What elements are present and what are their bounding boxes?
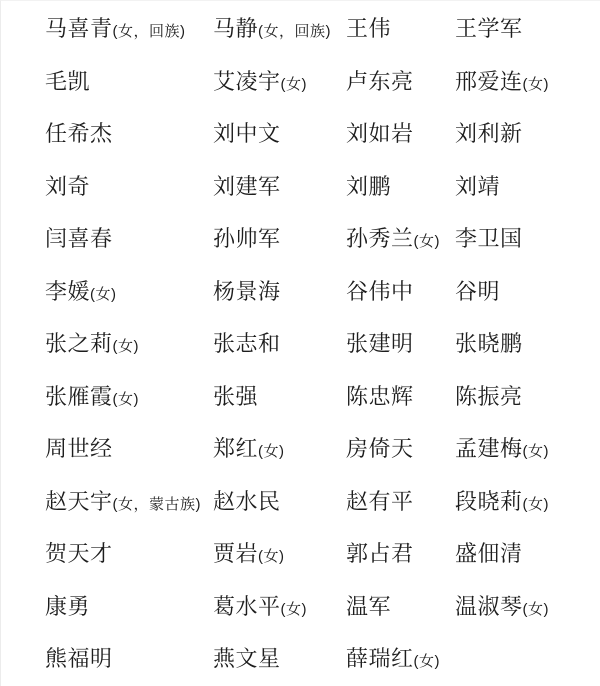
person-note: (女): [112, 338, 140, 356]
person-name: 卢东亮: [346, 68, 414, 94]
person-name: 张志和: [213, 331, 281, 357]
person-name: 刘中文: [213, 121, 281, 147]
person-entry: [346, 123, 455, 145]
person-name: 张建明: [346, 331, 414, 357]
person-name: 邢爱连: [455, 68, 523, 94]
person-name: 康勇: [45, 593, 91, 619]
person-name: 闫喜春: [45, 226, 113, 252]
person-entry: [213, 383, 346, 409]
person-name: 王伟: [346, 16, 392, 42]
person-name: 贺天才: [45, 541, 113, 567]
person-entry: [45, 18, 213, 40]
person-entry: [213, 228, 346, 250]
person-note: (女): [258, 548, 285, 566]
person-note: (女): [280, 600, 308, 618]
person-name: 刘奇: [45, 173, 91, 199]
person-entry: [455, 68, 600, 94]
person-name: 张雁霞: [45, 383, 113, 409]
person-name: 艾凌宇: [213, 68, 281, 94]
person-name: 马喜青: [45, 16, 113, 42]
person-entry: [45, 648, 213, 670]
person-note: (女，回族): [258, 23, 332, 41]
person-entry: [45, 278, 213, 304]
person-name: 张强: [213, 383, 259, 409]
person-entry: [346, 438, 455, 460]
person-entry: [213, 648, 346, 670]
person-entry: [45, 228, 213, 250]
person-name: 郑红: [213, 436, 259, 462]
person-name: 任希杰: [45, 121, 113, 147]
person-name: 张晓鹏: [455, 331, 523, 357]
person-note: (女，蒙古族): [112, 495, 202, 513]
person-entry: [213, 278, 346, 304]
person-name: 李媛: [45, 278, 91, 304]
person-note: (女): [413, 233, 441, 251]
person-entry: [346, 278, 455, 304]
person-entry: [45, 173, 213, 199]
person-name: 陈振亮: [455, 383, 523, 409]
person-name: 谷明: [455, 278, 501, 304]
person-name: 孟建梅: [455, 436, 523, 462]
person-entry: [346, 543, 455, 565]
person-entry: [213, 438, 346, 460]
person-name: 房倚天: [346, 436, 414, 462]
person-entry: [346, 593, 455, 619]
person-name: 张之莉: [45, 331, 113, 357]
person-entry: [45, 438, 213, 460]
person-name: 孙秀兰: [346, 226, 414, 252]
person-name: 郭占君: [346, 541, 414, 567]
person-name: 谷伟中: [346, 278, 414, 304]
person-entry: [346, 333, 455, 355]
person-entry: [455, 18, 600, 40]
person-name: 薛瑞红: [346, 646, 414, 672]
person-note: (女): [258, 443, 285, 461]
person-name: 盛佃清: [455, 541, 523, 567]
person-entry: [213, 123, 346, 145]
person-entry: [455, 228, 600, 250]
person-name: 毛凯: [45, 68, 91, 94]
person-entry: [455, 383, 600, 409]
person-entry: [455, 333, 600, 355]
person-entry: [346, 383, 455, 409]
person-name: 熊福明: [45, 646, 113, 672]
person-entry: [45, 333, 213, 355]
person-entry: [45, 488, 213, 514]
person-entry: [45, 593, 213, 619]
person-entry: [455, 278, 600, 304]
person-note: (女): [522, 600, 550, 618]
person-name: 刘鹏: [346, 173, 392, 199]
person-name: 贾岩: [213, 541, 259, 567]
person-entry: [45, 543, 213, 565]
person-entry: [213, 488, 346, 514]
person-entry: [346, 18, 455, 40]
person-entry: [213, 333, 346, 355]
person-name: 刘靖: [455, 173, 501, 199]
person-entry: [346, 173, 455, 199]
person-entry: [346, 648, 455, 670]
person-note: (女): [522, 75, 550, 93]
person-name: 刘如岩: [346, 121, 414, 147]
person-entry: [45, 68, 213, 94]
person-entry: [213, 593, 346, 619]
person-note: (女): [522, 443, 550, 461]
person-note: (女): [522, 495, 550, 513]
person-name: 周世经: [45, 436, 113, 462]
person-name: 葛水平: [213, 593, 281, 619]
person-name: 燕文星: [213, 646, 281, 672]
person-entry: [213, 173, 346, 199]
person-entry: [455, 543, 600, 565]
person-entry: [45, 383, 213, 409]
person-entry: [346, 68, 455, 94]
person-entry: [213, 543, 346, 565]
person-entry: [455, 593, 600, 619]
person-name: 李卫国: [455, 226, 523, 252]
person-entry: [455, 173, 600, 199]
person-entry: [455, 123, 600, 145]
person-name: 刘利新: [455, 121, 523, 147]
person-entry: [213, 18, 346, 40]
person-note: (女，回族): [112, 23, 186, 41]
person-name: 马静: [213, 16, 259, 42]
person-entry: [213, 68, 346, 94]
person-note: (女): [90, 285, 117, 303]
person-name: 温军: [346, 593, 392, 619]
person-entry: [346, 488, 455, 514]
person-name: 刘建军: [213, 173, 281, 199]
person-name: 赵天宇: [45, 488, 113, 514]
person-entry: [346, 228, 455, 250]
person-name: 温淑琴: [455, 593, 523, 619]
person-name: 赵水民: [213, 488, 281, 514]
person-name: 陈忠辉: [346, 383, 414, 409]
person-name: 杨景海: [213, 278, 281, 304]
person-entry: [45, 123, 213, 145]
person-note: (女): [413, 653, 441, 671]
person-note: (女): [280, 75, 308, 93]
person-entry: [455, 438, 600, 460]
person-name: 孙帅军: [213, 226, 281, 252]
person-name: 王学军: [455, 16, 523, 42]
person-note: (女): [112, 390, 140, 408]
person-name: 段晓莉: [455, 488, 523, 514]
person-entry: [455, 488, 600, 514]
person-name: 赵有平: [346, 488, 414, 514]
